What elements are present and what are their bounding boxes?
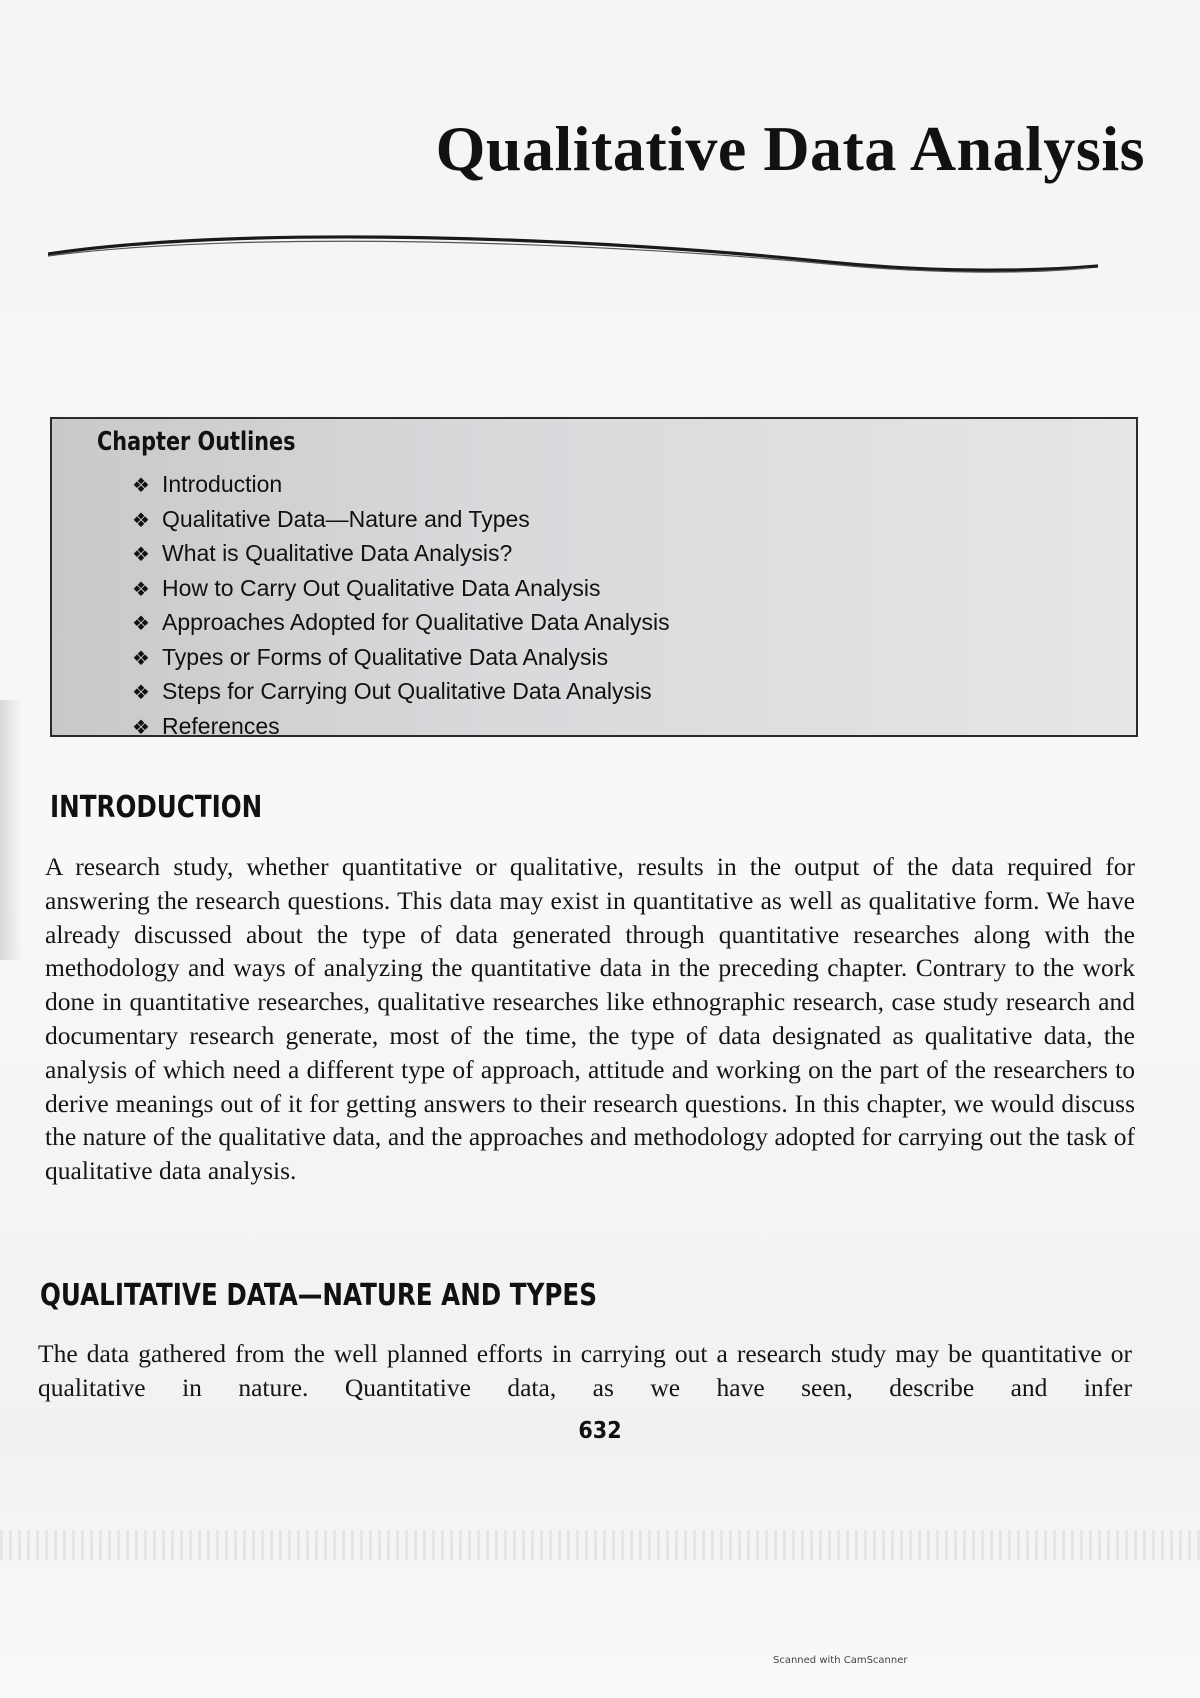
outline-item-label: Steps for Carrying Out Qualitative Data Analysis bbox=[162, 678, 652, 704]
diamond-bullet-icon: ❖ bbox=[132, 544, 150, 566]
introduction-heading: INTRODUCTION bbox=[50, 790, 263, 825]
diamond-bullet-icon: ❖ bbox=[132, 613, 150, 635]
outline-item-label: Qualitative Data—Nature and Types bbox=[162, 505, 530, 532]
chapter-outlines-heading: Chapter Outlines bbox=[97, 427, 296, 457]
scan-shadow bbox=[0, 700, 22, 960]
outline-item bbox=[132, 674, 670, 709]
chapter-outlines-list bbox=[132, 467, 670, 743]
outline-item-label: Approaches Adopted for Qualitative Data Analysis bbox=[162, 609, 670, 635]
outline-item bbox=[132, 640, 670, 675]
outline-item bbox=[132, 467, 670, 502]
outline-item-label: How to Carry Out Qualitative Data Analysis bbox=[162, 574, 601, 601]
nature-and-types-heading: QUALITATIVE DATA—NATURE AND TYPES bbox=[40, 1278, 597, 1313]
outline-item bbox=[132, 536, 670, 571]
outline-item-label: Introduction bbox=[162, 471, 283, 497]
diamond-bullet-icon: ❖ bbox=[132, 509, 150, 532]
scanner-watermark: Scanned with CamScanner bbox=[773, 1655, 908, 1666]
page-number: 632 bbox=[578, 1418, 622, 1444]
outline-item bbox=[132, 502, 670, 537]
outline-item-label: What is Qualitative Data Analysis? bbox=[162, 540, 513, 566]
diamond-bullet-icon: ❖ bbox=[132, 682, 150, 704]
scan-edge-noise bbox=[0, 1530, 1200, 1560]
outline-item-label: References bbox=[162, 712, 280, 739]
outline-item bbox=[132, 709, 670, 744]
chapter-title: Qualitative Data Analysis bbox=[435, 113, 1145, 184]
outline-item bbox=[132, 605, 670, 640]
diamond-bullet-icon: ❖ bbox=[132, 578, 150, 601]
diamond-bullet-icon: ❖ bbox=[132, 716, 150, 739]
diamond-bullet-icon: ❖ bbox=[132, 647, 150, 670]
diamond-bullet-icon: ❖ bbox=[132, 475, 150, 497]
nature-and-types-paragraph: The data gathered from the well planned efforts in carrying out a research study may be quantitative or qualitative in nature. Quantitative data, as we have seen, describe and infer bbox=[38, 1339, 1132, 1402]
introduction-paragraph: A research study, whether quantitative or qualitative, results in the output of the data required for answering the research questions. This data may exist in quantitative as well as qualitative form. We have already discussed about the type of data generated through quantitative researches along with the methodology and ways of analyzing the quantitative data in the preceding chapter. Contrary to the work done in quantitative researches, qualitative researches like ethnographic research, case study research and documentary research generate, most of the time, the type of data designated as qualitative data, the analysis of which need a different type of approach, attitude and working on the part of the researchers to derive meanings out of it for getting answers to their research questions. In this chapter, we would discuss the nature of the qualitative data, and the approaches and methodology adopted for carrying out the task of qualitative data analysis. bbox=[45, 852, 1135, 1186]
outline-item-label: Types or Forms of Qualitative Data Analysis bbox=[162, 643, 609, 670]
chapter-outlines-box bbox=[50, 417, 1138, 737]
outline-item bbox=[132, 571, 670, 606]
title-swoosh-divider bbox=[48, 228, 1098, 288]
